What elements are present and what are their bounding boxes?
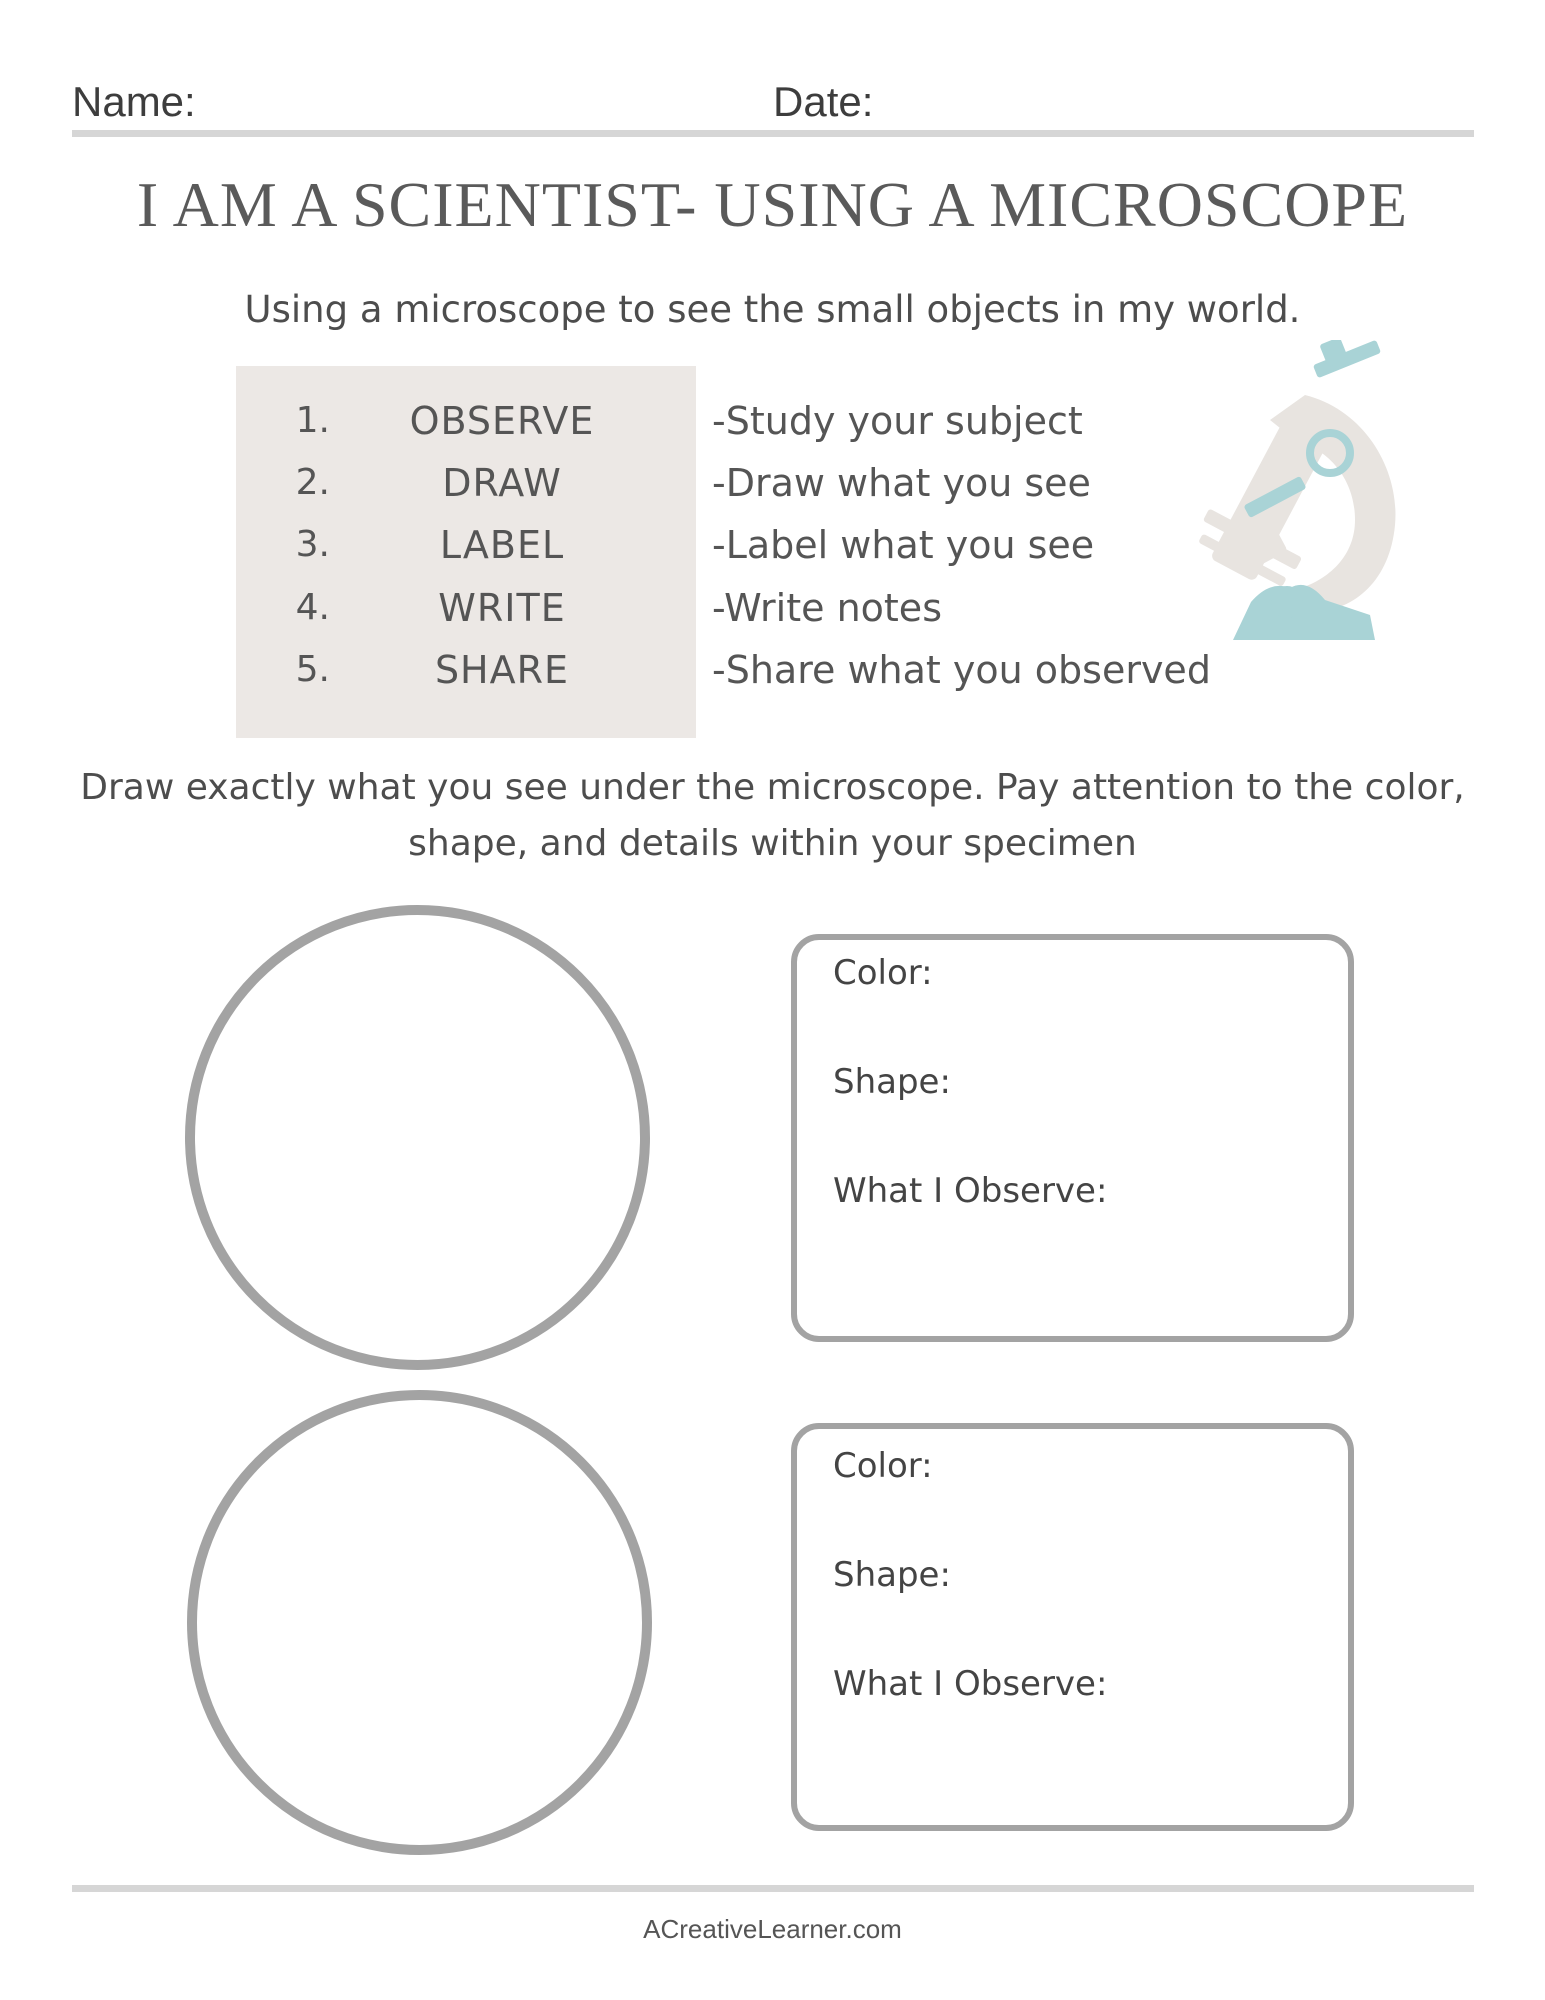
footer-site: ACreativeLearner.com — [643, 1914, 902, 1944]
step-description: -Study your subject — [712, 399, 1083, 443]
color-label: Color: — [833, 1446, 933, 1486]
header-rule — [72, 130, 1474, 137]
step-number: 2. — [295, 462, 330, 503]
step-word: SHARE — [434, 648, 570, 692]
drawing-instructions: Draw exactly what you see under the microscope. Pay attention to the color, shape, and details within your specimen — [80, 767, 1465, 864]
observe-label: What I Observe: — [833, 1171, 1108, 1211]
step-description: -Draw what you see — [712, 461, 1091, 505]
step-number: 4. — [295, 587, 330, 628]
step-word: WRITE — [438, 586, 566, 630]
step-word: OBSERVE — [409, 399, 595, 443]
microscope-icon — [1195, 340, 1405, 655]
step-description: -Label what you see — [712, 523, 1095, 567]
shape-label: Shape: — [833, 1062, 951, 1102]
name-label: Name: — [72, 78, 196, 125]
step-word: DRAW — [442, 461, 562, 505]
shape-label: Shape: — [833, 1555, 951, 1595]
step-description: -Write notes — [712, 586, 942, 630]
step-number: 5. — [295, 649, 330, 690]
page-subtitle: Using a microscope to see the small objects in my world. — [244, 288, 1301, 331]
observation-box[interactable] — [791, 934, 1354, 1342]
step-description: -Share what you observed — [712, 648, 1211, 692]
page-title: I AM A SCIENTIST- USING A MICROSCOPE — [136, 169, 1409, 240]
step-word: LABEL — [439, 523, 565, 567]
footer-rule — [72, 1885, 1474, 1892]
step-number: 3. — [295, 524, 330, 565]
step-number: 1. — [295, 400, 330, 441]
drawing-circle[interactable] — [187, 1390, 652, 1855]
drawing-circle[interactable] — [185, 905, 650, 1370]
observe-label: What I Observe: — [833, 1664, 1108, 1704]
date-label: Date: — [773, 78, 874, 125]
color-label: Color: — [833, 953, 933, 993]
